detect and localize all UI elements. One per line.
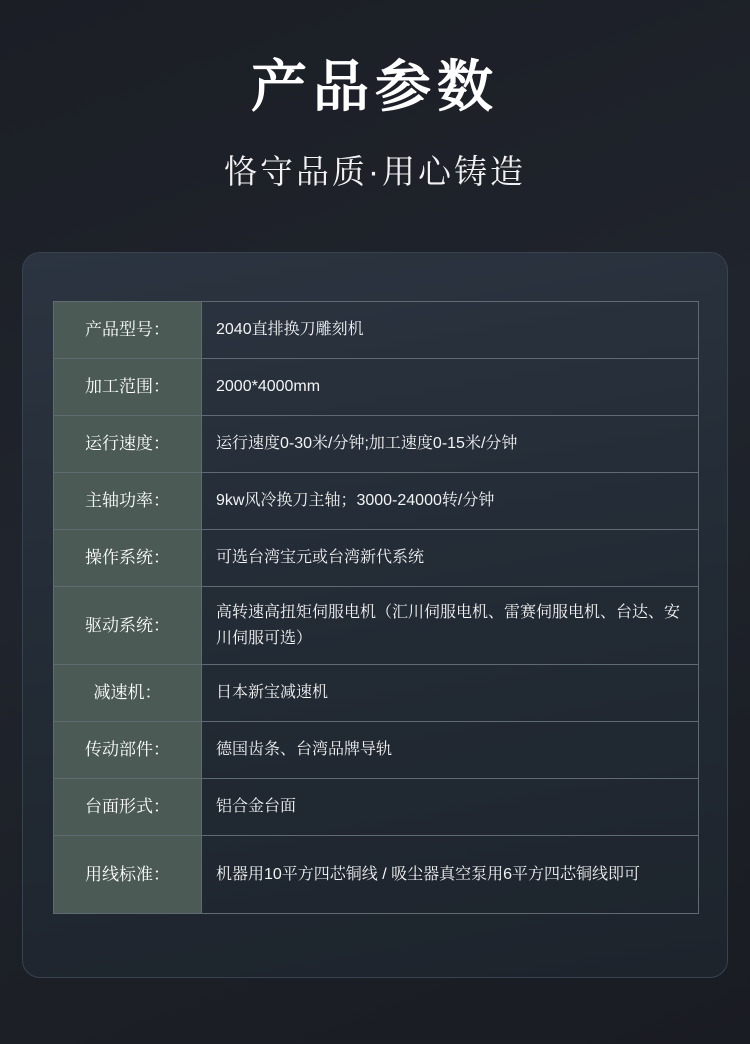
table-row — [54, 722, 698, 779]
spec-label: 产品型号： — [54, 302, 202, 358]
spec-value: 高转速高扭矩伺服电机（汇川伺服电机、雷赛伺服电机、台达、安川伺服可选） — [216, 603, 681, 647]
spec-value: 德国齿条、台湾品牌导轨 — [216, 741, 393, 759]
spec-value: 可选台湾宝元或台湾新代系统 — [216, 549, 425, 567]
spec-table — [53, 301, 699, 914]
table-row — [54, 665, 698, 722]
spec-label: 用线标准： — [54, 836, 202, 913]
table-row — [54, 836, 698, 914]
spec-value: 日本新宝减速机 — [216, 684, 329, 702]
spec-label: 操作系统： — [54, 530, 202, 586]
page-header — [0, 0, 750, 193]
page-subtitle: 恪守品质·用心铸造 — [224, 152, 526, 190]
spec-label: 台面形式： — [54, 779, 202, 835]
spec-card — [22, 252, 728, 978]
page-title: 产品参数 — [251, 55, 499, 118]
spec-label: 加工范围： — [54, 359, 202, 415]
spec-label: 主轴功率： — [54, 473, 202, 529]
spec-value: 2000*4000mm — [216, 378, 321, 396]
spec-value: 机器用10平方四芯铜线 / 吸尘器真空泵用6平方四芯铜线即可 — [216, 865, 641, 883]
spec-value: 9kw风冷换刀主轴；3000-24000转/分钟 — [216, 492, 495, 510]
table-row — [54, 359, 698, 416]
spec-label: 传动部件： — [54, 722, 202, 778]
spec-label: 驱动系统： — [54, 587, 202, 664]
spec-label: 减速机： — [54, 665, 202, 721]
spec-label: 运行速度： — [54, 416, 202, 472]
spec-value: 运行速度0-30米/分钟;加工速度0-15米/分钟 — [216, 435, 518, 453]
table-row — [54, 587, 698, 665]
table-row — [54, 302, 698, 359]
table-row — [54, 473, 698, 530]
table-row — [54, 530, 698, 587]
table-row — [54, 779, 698, 836]
spec-value: 铝合金台面 — [216, 798, 297, 816]
spec-value: 2040直排换刀雕刻机 — [216, 321, 364, 339]
table-row — [54, 416, 698, 473]
